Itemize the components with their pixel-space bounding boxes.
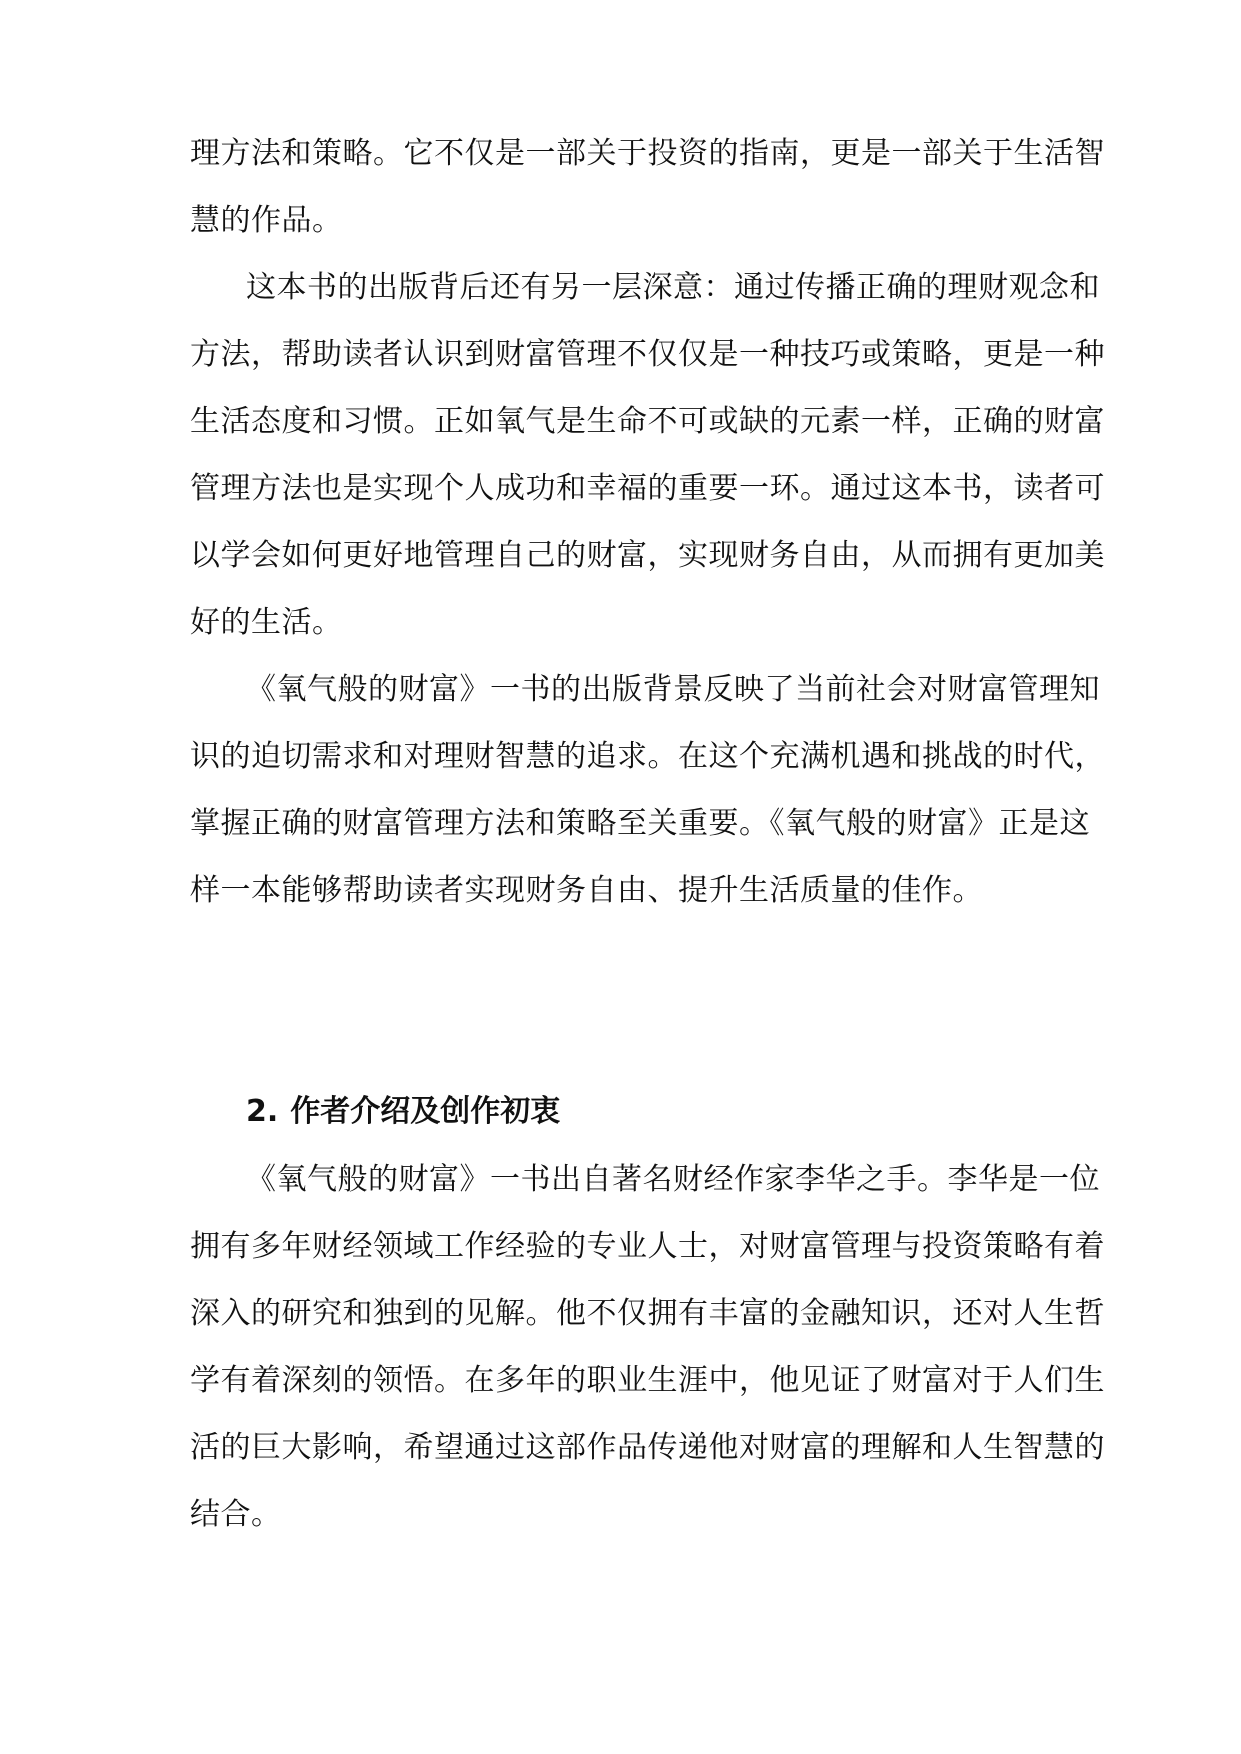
section-title: 作者介绍及创作初衷: [290, 1094, 561, 1129]
paragraph-line: 慧的作品。: [190, 203, 343, 238]
paragraph-line: 理方法和策略。它不仅是一部关于投资的指南，更是一部关于生活智: [190, 136, 1105, 171]
paragraph-line: 结合。: [190, 1497, 282, 1532]
paragraph-line: 学有着深刻的领悟。在多年的职业生涯中，他见证了财富对于人们生: [190, 1363, 1105, 1398]
paragraph-line: 《氧气般的财富》一书的出版背景反映了当前社会对财富管理知: [246, 672, 1100, 707]
paragraph-line: 管理方法也是实现个人成功和幸福的重要一环。通过这本书，读者可: [190, 471, 1105, 506]
section-number: 2.: [246, 1094, 279, 1129]
paragraph-line: 方法，帮助读者认识到财富管理不仅仅是一种技巧或策略，更是一种: [190, 337, 1105, 372]
paragraph-line: 生活态度和习惯。正如氧气是生命不可或缺的元素一样，正确的财富: [190, 404, 1105, 439]
paragraph-line: 识的迫切需求和对理财智慧的追求。在这个充满机遇和挑战的时代，: [190, 739, 1105, 774]
paragraph-line: 掌握正确的财富管理方法和策略至关重要。《氧气般的财富》正是这: [190, 806, 1090, 841]
paragraph-line: 这本书的出版背后还有另一层深意：通过传播正确的理财观念和: [246, 270, 1100, 305]
paragraph-line: 活的巨大影响，希望通过这部作品传递他对财富的理解和人生智慧的: [190, 1430, 1105, 1465]
paragraph-line: 拥有多年财经领域工作经验的专业人士，对财富管理与投资策略有着: [190, 1229, 1105, 1264]
paragraph-line: 《氧气般的财富》一书出自著名财经作家李华之手。李华是一位: [246, 1162, 1100, 1197]
paragraph-line: 深入的研究和独到的见解。他不仅拥有丰富的金融知识，还对人生哲: [190, 1296, 1105, 1331]
paragraph-line: 样一本能够帮助读者实现财务自由、提升生活质量的佳作。: [190, 873, 983, 908]
paragraph-line: 好的生活。: [190, 605, 343, 640]
section-heading: [246, 1092, 560, 1132]
paragraph-line: 以学会如何更好地管理自己的财富，实现财务自由，从而拥有更加美: [190, 538, 1105, 573]
